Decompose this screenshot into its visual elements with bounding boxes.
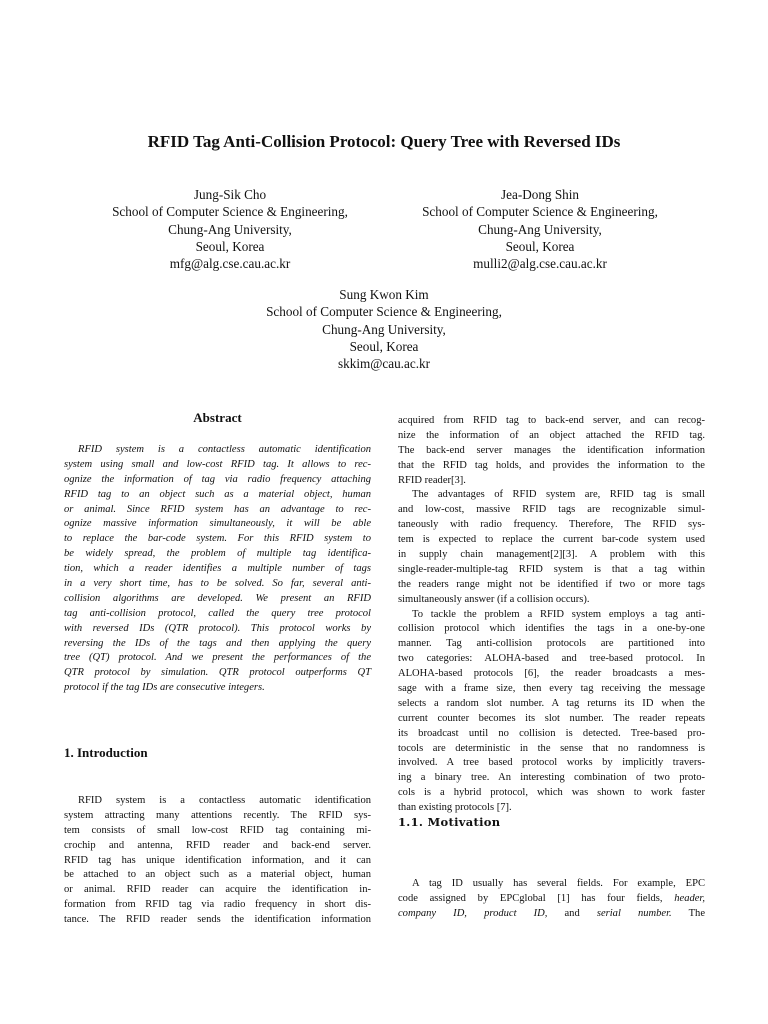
paper-title: RFID Tag Anti-Collision Protocol: Query Tree with Reversed IDs [147, 132, 621, 151]
body-line: tem consists of small low-cost RFID tag containing mi- [64, 824, 371, 836]
body-line: current counter becomes its slot number. The reader repeats [398, 712, 705, 724]
body-line: The back-end server manages the identification information [398, 444, 705, 456]
body-line: single-reader-multiple-tag RFID system is that a tag within [398, 563, 705, 575]
body-line: than existing protocols [7]. [398, 802, 512, 814]
author-affiliation: Chung-Ang University, [322, 321, 446, 337]
body-line: simultaneously answer (if a collision occurs). [398, 593, 590, 605]
body-line: RFID tag has unique identification information, and it can [64, 854, 371, 866]
body-line: selects a random slot number. A tag returns its ID when the [398, 697, 705, 709]
body-line: ing a binary tree. An interesting combination of two proto- [398, 772, 705, 784]
author-location: Seoul, Korea [195, 238, 265, 254]
body-line: ALOHA-based protocols [6], the reader broadcasts a mes- [398, 668, 705, 680]
abstract-line: to replace the bar-code system. For this RFID system to [64, 533, 371, 545]
body-line: sage with a frame size, then every tag receiving the message [398, 683, 705, 695]
body-line: that the RFID tag holds, and provides the information to the [398, 459, 705, 471]
abstract-line: tag anti-collision protocol, called the query tree protocol [64, 607, 371, 619]
author-affiliation: Chung-Ang University, [168, 221, 292, 237]
author-name: Jung-Sik Cho [193, 187, 267, 202]
body-text: and [564, 907, 580, 919]
author-location: Seoul, Korea [505, 238, 575, 254]
author-affiliation: School of Computer Science & Engineering, [266, 304, 502, 320]
abstract-line: ognize the information of tag via radio frequency attaching [64, 473, 371, 485]
body-text: code assigned by EPCglobal [1] has four fields, [398, 892, 663, 904]
introduction-body [64, 794, 371, 928]
abstract-line: tion, which a reader identifies a multiple number of tags [64, 563, 371, 575]
abstract-line: ognize massive information simultaneously, it will be able [64, 518, 371, 530]
abstract-line: QTR protocol by simulation. QTR protocol outperforms QT [64, 667, 371, 679]
author-block-1 [72, 186, 388, 272]
body-line: collision protocol which identifies the tags in a one-by-one [398, 623, 705, 635]
author-block-2 [382, 186, 698, 272]
abstract-line: or animal. Since RFID system has an advantage to rec- [64, 503, 371, 515]
abstract-heading: Abstract [193, 410, 242, 425]
body-line: involved. A tree based protocol works by implicitly travers- [398, 757, 705, 769]
body-line: acquired from RFID tag to back-end server, and can recog- [398, 415, 705, 426]
body-line: be attached to an object such as a material object, human [64, 869, 371, 881]
motivation-body [398, 877, 705, 922]
body-line: A tag ID usually has several fields. For example, EPC [412, 878, 705, 889]
abstract-line: in a very short time, has to be solved. So far, several anti- [64, 578, 371, 590]
body-line: its broadcast until no collision is detected. Tree-based pro- [398, 727, 705, 739]
author-email: mulli2@alg.cse.cau.ac.kr [473, 256, 607, 272]
body-line: RFID system is a contactless automatic identification [78, 795, 371, 806]
author-block-3 [184, 286, 584, 372]
body-line: two categories: ALOHA-based and tree-based protocol. In [398, 653, 705, 665]
abstract-line: protocol if the tag IDs are consecutive integers. [64, 682, 265, 694]
right-column-body [398, 414, 705, 816]
body-line: in supply chain management[2][3]. A problem with this [398, 549, 705, 561]
author-location: Seoul, Korea [349, 338, 419, 354]
body-line: system attracting many attentions recently. The RFID sys- [64, 809, 371, 821]
abstract-line: RFID tag to an object such as a material object, human [64, 488, 371, 500]
body-line: taneously with radio frequency. Therefore, The RFID sys- [398, 519, 705, 531]
abstract-line: RFID system is a contactless automatic identification [78, 444, 371, 455]
body-line [398, 907, 705, 922]
author-affiliation: Chung-Ang University, [478, 221, 602, 237]
body-line: manner. Tag anti-collision protocols are partitioned into [398, 638, 705, 650]
abstract-line: with reversed IDs (QTR protocol). This protocol works by [64, 622, 371, 634]
body-line: formation from RFID tag via radio frequency in short dis- [64, 899, 371, 911]
author-name: Jea-Dong Shin [500, 187, 580, 202]
field-name: serial number. [596, 907, 672, 919]
body-line: RFID reader[3]. [398, 474, 466, 486]
body-line: tance. The RFID reader sends the identification information [64, 914, 371, 926]
abstract-line: tree (QT) protocol. And we present the performances of the [64, 652, 371, 664]
abstract-line: reversing the IDs of the tags and then applying the query [64, 637, 371, 649]
body-line: nize the information of an object attached the RFID tag. [398, 429, 705, 441]
field-name: header, [674, 892, 705, 904]
body-line: To tackle the problem a RFID system employs a tag anti- [412, 608, 705, 620]
abstract-line: be widely spread, the problem of multiple tag identifica- [64, 548, 371, 560]
body-line: crochip and antenna, RFID reader and back-end server. [64, 839, 371, 851]
abstract-line: system using small and low-cost RFID tag. It allows to rec- [64, 458, 371, 470]
field-name: product ID, [484, 907, 548, 919]
body-line: and low-cost, massive RFID tags are recognizable simul- [398, 504, 705, 516]
field-name: company ID, [398, 907, 467, 919]
body-line: tocols are deterministic in the sense that no randomness is [398, 742, 705, 754]
body-line: The advantages of RFID system are, RFID tag is small [412, 489, 705, 501]
body-text: The [688, 907, 706, 919]
author-email: skkim@cau.ac.kr [338, 356, 430, 372]
author-affiliation: School of Computer Science & Engineering, [422, 204, 658, 220]
author-name: Sung Kwon Kim [339, 287, 429, 302]
abstract-line: collision algorithms are developed. We present an RFID [64, 592, 371, 604]
author-email: mfg@alg.cse.cau.ac.kr [169, 256, 291, 272]
body-line: the readers range might not be identified if two or more tags [398, 578, 705, 590]
body-line: tem is expected to replace the current bar-code system used [398, 534, 705, 546]
body-line [398, 892, 705, 907]
subsection-heading-motivation: 1.1. Motivation [398, 815, 501, 829]
body-line: cols is a hybrid protocol, which was shown to work faster [398, 787, 705, 799]
abstract-body [64, 443, 371, 696]
section-heading-introduction: 1. Introduction [64, 745, 148, 760]
body-line: or animal. RFID reader can acquire the identification in- [64, 884, 371, 896]
author-affiliation: School of Computer Science & Engineering, [112, 204, 348, 220]
